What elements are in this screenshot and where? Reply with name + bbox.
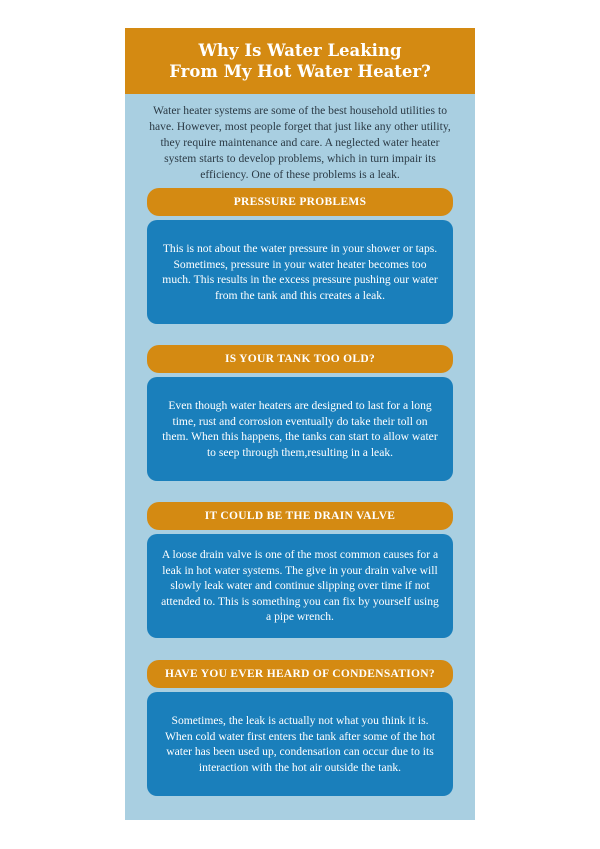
section-text: A loose drain valve is one of the most common causes for a leak in hot water systems. The give in your drain valve will slowly leak water and continue slipping over time if not attended to. This is something you can fix by yourself using a pipe wrench. — [161, 548, 439, 624]
section-header-drain-valve — [147, 502, 453, 530]
page-title: Why Is Water Leaking From My Hot Water Heater? — [169, 41, 431, 81]
section-text: Sometimes, the leak is actually not what you think it is. When cold water first enters the tank after some of the hot water has been used up, condensation can occur due to its interaction with the hot air outside the tank. — [164, 714, 436, 774]
section-header-condensation — [147, 660, 453, 688]
section-title: PRESSURE PROBLEMS — [233, 196, 367, 208]
intro-paragraph: Water heater systems are some of the best household utilities to have. However, most people forget that just like any other utility, they require maintenance and care. A neglected water heater system starts to develop problems, which in turn impair its efficiency. One of these problems is a leak. — [149, 104, 451, 181]
infographic-poster — [125, 28, 475, 820]
section-box-condensation — [147, 692, 453, 796]
section-text: This is not about the water pressure in your shower or taps. Sometimes, pressure in your water heater becomes too much. This results in the excess pressure pushing our water from the tank and this creates a leak. — [162, 242, 438, 302]
section-box-drain-valve — [147, 534, 453, 638]
section-header-tank-too-old — [147, 345, 453, 373]
section-box-pressure-problems — [147, 220, 453, 324]
section-title: IT COULD BE THE DRAIN VALVE — [204, 510, 396, 522]
header-banner — [125, 28, 475, 94]
section-title: IS YOUR TANK TOO OLD? — [224, 353, 376, 365]
section-text: Even though water heaters are designed to last for a long time, rust and corrosion eventually do take their toll on them. When this happens, the tanks can start to allow water to seep through them,resulting in a leak. — [162, 399, 438, 459]
section-header-pressure-problems — [147, 188, 453, 216]
section-box-tank-too-old — [147, 377, 453, 481]
section-title: HAVE YOU EVER HEARD OF CONDENSATION? — [165, 668, 435, 680]
